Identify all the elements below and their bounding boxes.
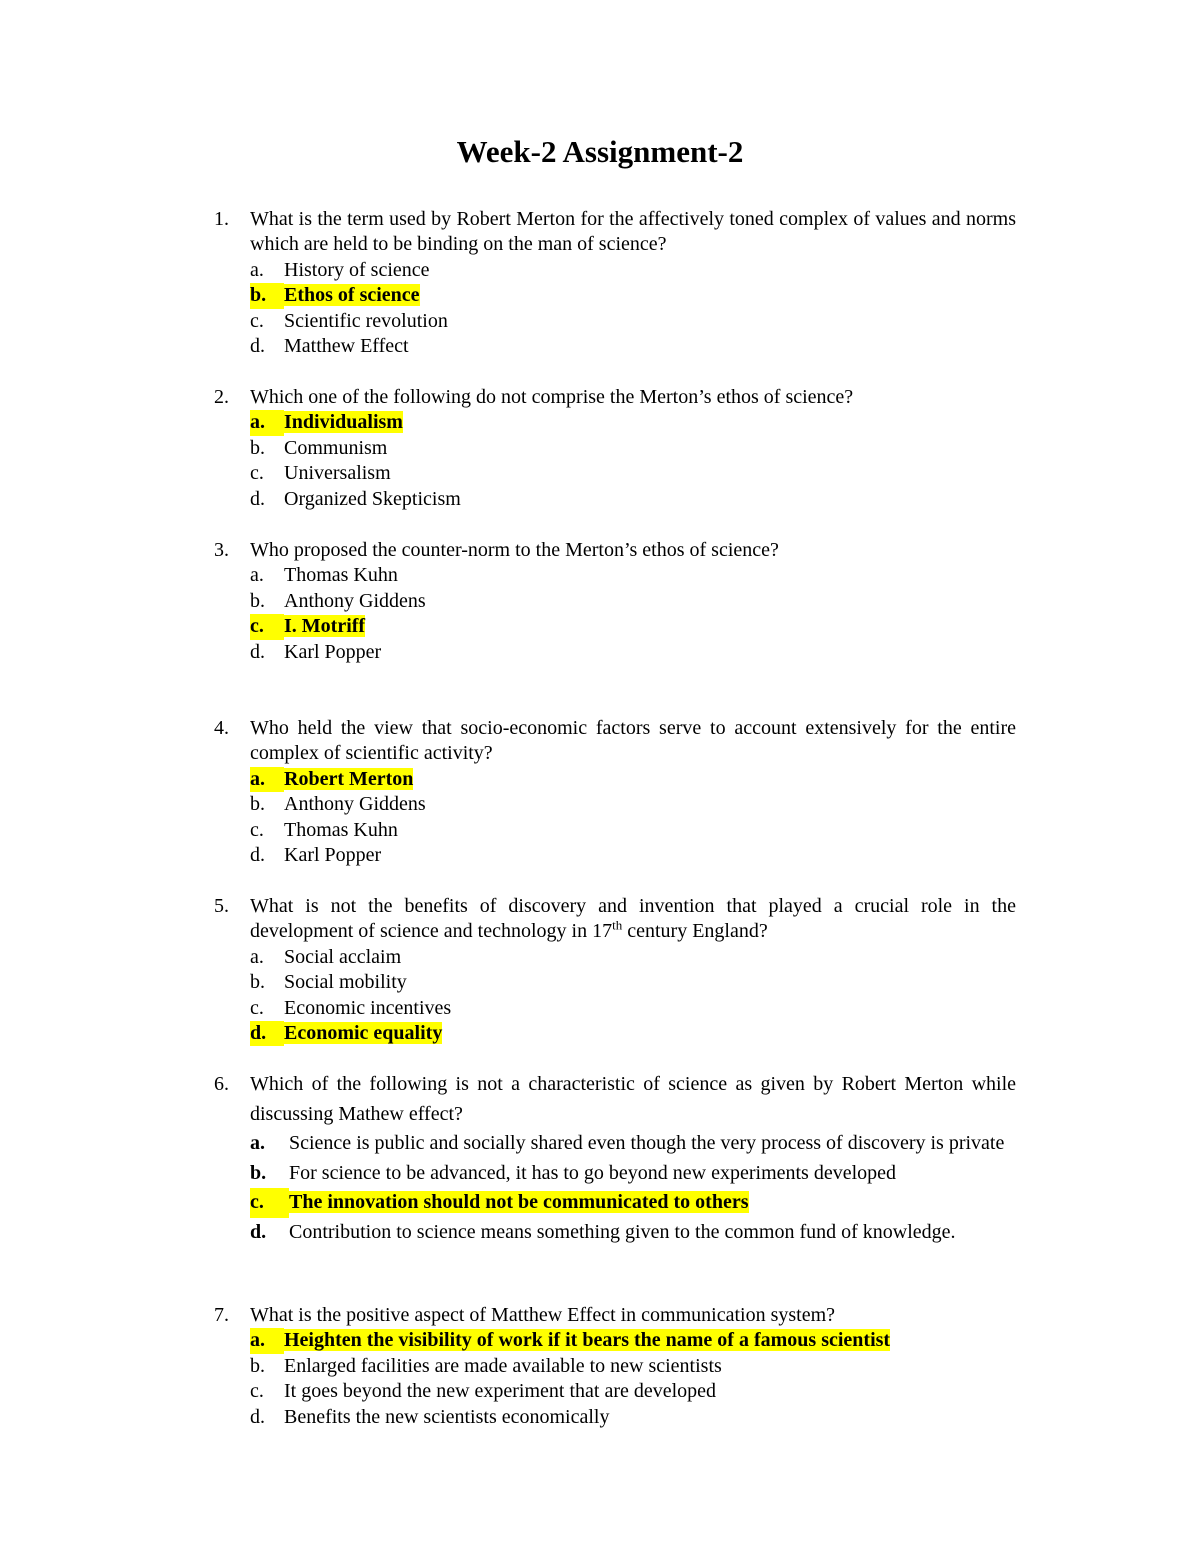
question-text: What is the term used by Robert Merton for the affectively toned complex of values and norms which are held to be binding on the man of science? [250, 208, 1016, 256]
question-5 [214, 894, 1016, 1046]
option-letter: c. [250, 614, 284, 639]
question-text-part: century England? [622, 920, 768, 943]
option-list [250, 1328, 1016, 1430]
option-letter: a. [250, 258, 264, 281]
option-text: Scientific revolution [284, 309, 448, 332]
question-number: 2. [214, 386, 229, 408]
question-number: 5. [214, 895, 229, 917]
option [250, 996, 1016, 1021]
option [250, 436, 1016, 461]
option-letter: c. [250, 996, 264, 1019]
option-letter: a. [250, 1132, 265, 1154]
option-text: Anthony Giddens [284, 793, 426, 816]
option-list [250, 410, 1016, 512]
option-list [250, 563, 1016, 665]
option-letter: b. [250, 971, 265, 994]
option [250, 843, 1016, 868]
question-text: Who proposed the counter-norm to the Merton’s ethos of science? [250, 539, 779, 561]
question-7 [214, 1303, 1016, 1430]
question-number: 1. [214, 208, 229, 230]
question-number: 3. [214, 539, 229, 561]
option-correct [250, 283, 1016, 308]
question-text: What is the positive aspect of Matthew Effect in communication system? [250, 1304, 836, 1326]
option [250, 970, 1016, 995]
option-correct [250, 614, 1016, 639]
option-letter: d. [250, 1405, 265, 1428]
option-letter: a. [250, 945, 264, 968]
option-letter: a. [250, 767, 284, 792]
option [250, 309, 1016, 334]
option-text: Social mobility [284, 971, 407, 994]
option-letter: b. [250, 1354, 265, 1377]
option-text: History of science [284, 258, 430, 281]
ordinal-suffix: th [612, 917, 623, 933]
option-correct [250, 1021, 1016, 1046]
option-text: I. Motriff [284, 615, 366, 638]
option [250, 792, 1016, 817]
option-list [250, 767, 1016, 869]
question-3 [214, 538, 1016, 665]
option-text: The innovation should not be communicated to others [289, 1191, 749, 1213]
option-text: Organized Skepticism [284, 487, 461, 510]
option [250, 334, 1016, 359]
question-text: Which of the following is not a characteristic of science as given by Robert Merton while discussing Mathew effect? [250, 1073, 1016, 1125]
option-text: Universalism [284, 462, 391, 485]
question-1 [214, 207, 1016, 359]
option-text: For science to be advanced, it has to go beyond new experiments developed [289, 1161, 897, 1184]
option-text: Communism [284, 436, 388, 459]
option-letter: a. [250, 1328, 284, 1353]
question-number: 7. [214, 1304, 229, 1326]
option-letter: d. [250, 335, 265, 358]
option-text: Thomas Kuhn [284, 564, 398, 587]
option-letter: a. [250, 564, 264, 587]
option [250, 1405, 1016, 1430]
option-letter: a. [250, 410, 284, 435]
option [250, 640, 1016, 665]
option-text: Benefits the new scientists economically [284, 1405, 610, 1428]
option-text: Enlarged facilities are made available to new scientists [284, 1354, 722, 1377]
option-letter: d. [250, 487, 265, 510]
page-title: Week-2 Assignment-2 [456, 134, 744, 169]
option-letter: b. [250, 436, 265, 459]
option-text: It goes beyond the new experiment that are developed [284, 1380, 717, 1403]
question-2 [214, 385, 1016, 512]
option-correct [250, 410, 1016, 435]
option-list [250, 1129, 1016, 1247]
question-text-part: What is not the benefits of discovery and invention that played a crucial role in the development of science and technology in 17 [250, 895, 1016, 943]
option [250, 461, 1016, 486]
option [250, 258, 1016, 283]
option-letter: b. [250, 793, 265, 816]
question-number: 4. [214, 717, 229, 739]
question-text: Which one of the following do not comprise the Merton’s ethos of science? [250, 386, 854, 408]
question-number: 6. [214, 1073, 229, 1095]
option-letter: b. [250, 1161, 267, 1184]
option [250, 1129, 1016, 1159]
option-letter: d. [250, 844, 265, 867]
option [250, 487, 1016, 512]
option-letter: c. [250, 818, 264, 841]
option-letter: b. [250, 283, 284, 308]
option-text: Karl Popper [284, 640, 382, 663]
option [250, 1379, 1016, 1404]
option-letter: c. [250, 1380, 264, 1403]
option-text: Science is public and socially shared even though the very process of discovery is private [289, 1132, 1005, 1154]
option [250, 589, 1016, 614]
option-text: Economic incentives [284, 996, 452, 1019]
question-4 [214, 716, 1016, 868]
option-text: Robert Merton [284, 767, 414, 790]
option-correct [250, 1328, 1016, 1353]
option-letter: d. [250, 1220, 267, 1243]
option-text: Individualism [284, 411, 403, 434]
option-text: Thomas Kuhn [284, 818, 398, 841]
option-correct [250, 1188, 1016, 1218]
option-text: Heighten the visibility of work if it bears the name of a famous scientist [284, 1329, 891, 1352]
option-letter: d. [250, 640, 265, 663]
option-letter: c. [250, 309, 264, 332]
option [250, 818, 1016, 843]
option [250, 1218, 1016, 1248]
option [250, 563, 1016, 588]
option [250, 1159, 1016, 1189]
option-text: Social acclaim [284, 945, 402, 968]
option-text: Matthew Effect [284, 335, 409, 358]
option-correct [250, 767, 1016, 792]
option [250, 1354, 1016, 1379]
option-text: Contribution to science means something given to the common fund of knowledge. [289, 1220, 956, 1243]
option-text: Economic equality [284, 1022, 443, 1045]
option-text: Karl Popper [284, 844, 382, 867]
question-6 [214, 1070, 1016, 1247]
option-letter: c. [250, 462, 264, 485]
option-list [250, 258, 1016, 360]
option-letter: c. [250, 1188, 289, 1218]
option-letter: d. [250, 1021, 284, 1046]
option-text: Ethos of science [284, 284, 420, 307]
option [250, 945, 1016, 970]
option-letter: b. [250, 589, 265, 612]
option-text: Anthony Giddens [284, 589, 426, 612]
question-text [250, 894, 1016, 945]
question-text: Who held the view that socio-economic factors serve to account extensively for the entire complex of scientific activity? [250, 717, 1016, 765]
option-list [250, 945, 1016, 1047]
